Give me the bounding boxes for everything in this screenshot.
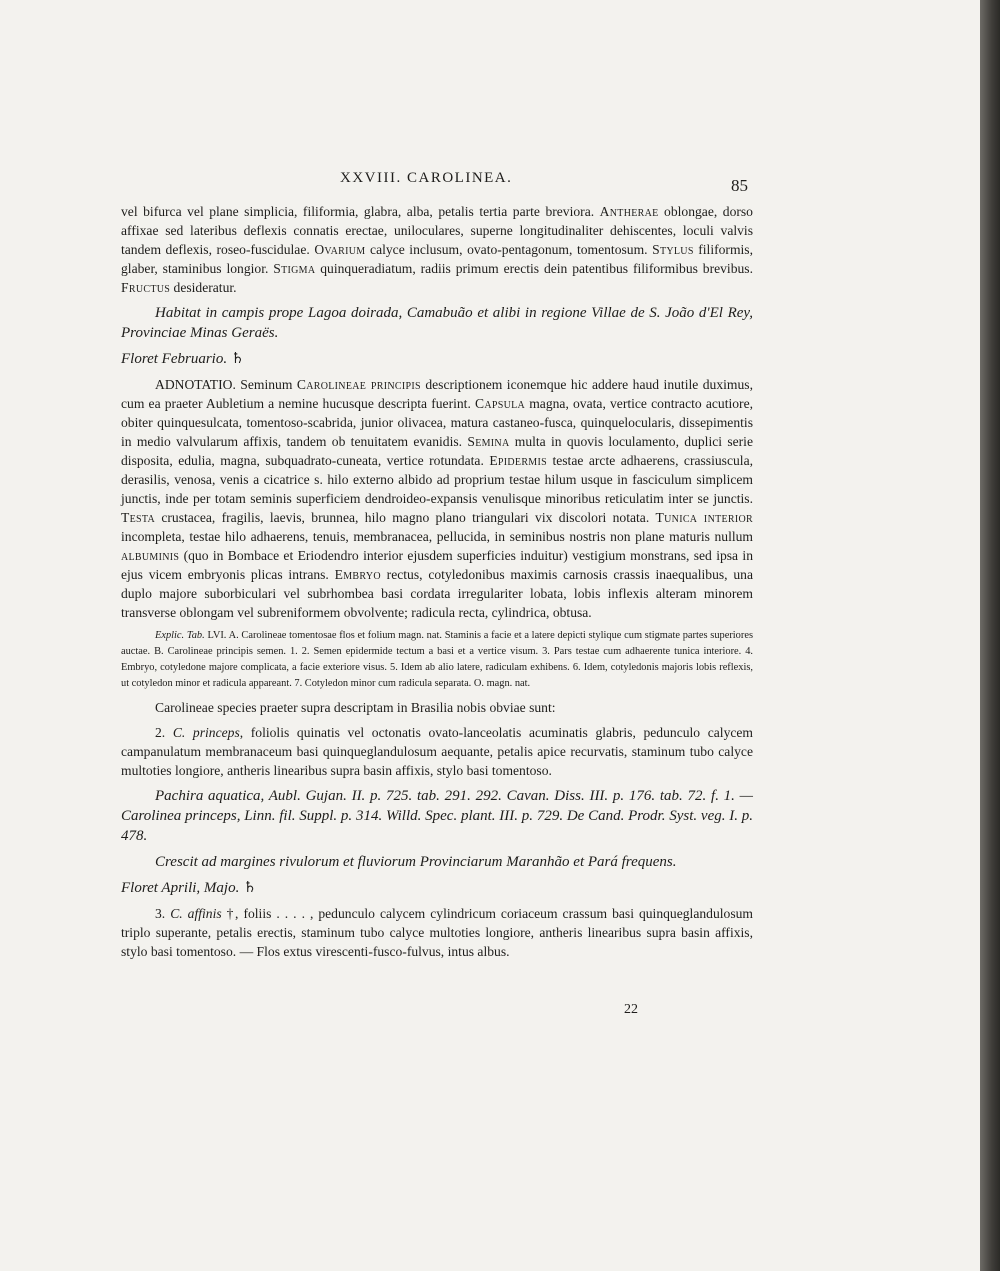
- running-title: XXVIII. CAROLINEA.: [340, 170, 513, 186]
- page-number: 85: [731, 176, 748, 195]
- term-ovarium: Ovarium: [314, 242, 366, 257]
- species-name: C. affinis: [170, 906, 222, 921]
- term-antherae: Antherae: [599, 204, 659, 219]
- term-fructus: Fructus: [121, 280, 171, 295]
- adnotatio-paragraph: ADNOTATIO. Seminum Carolineae principis descriptionem iconemque hic addere haud inutile duximus, cum ea praeter Aubletium a nemine hucusque descripta fuerint. Capsula magna, ovata, vertice contracto acutiore, obiter quinquesulcata, tomentoso-scabrida, junior olivacea, matura castaneo-fusca, quinquelocularis, dissepimentis in medio valvularum affixis, tandem ob tenuitatem evanidis. Semina multa in quovis loculamento, duplici serie disposita, edulia, magna, subquadrato-cuneata, vertice rotundata. Epidermis testae arcte adhaerens, crassiuscula, derasilis, venosa, venis a cicatrice s. hilo externo albido ad proprium testae hilum usque in fasciculum simplicem junctis, inde per totam seminis superficiem dendroideo-expansis venulisque minoribus reticulatim inter se junctis. Testa crustacea, fragilis, laevis, brunnea, hilo magno plano triangulari vix discolori notata. Tunica interior incompleta, testae hilo adhaerens, tenuis, membranacea, pellucida, in seminibus nostris non plane maturis nullum albuminis (quo in Bombace et Eriodendro interior ejusdem superficies induitur) vestigium monstrans, sed ipsa in ejus vicem embryonis plicas intrans. Embryo rectus, cotyledonibus maximis carnosis crassis inaequalibus, una duplo majore suborbiculari vel subrhombea basi cordata irregulariter lobata, lobis inflexis alteram minorem transverse oblongam vel subreniformem obvolvente; radicula recta, cylindrica, obtusa.: [121, 377, 754, 620]
- floret-text: Floret Februario. ♄: [121, 351, 245, 367]
- page-edge: [980, 0, 1000, 1271]
- paragraph-description: vel bifurca vel plane simplicia, filiformia, glabra, alba, petalis tertia parte breviora. Antherae oblongae, dorso affixae sed lateribus deflexis connatis erectae, uniloculares, superne longitudinaliter dehiscentes, loculi valvis tandem deflexis, roseo-fuscidulae. Ovarium calyce inclusum, ovato-pentagonum, tomentosum. Stylus filiformis, glaber, staminibus longior. Stigma quinqueradiatum, radiis primum erectis dein patentibus filiformibus brevibus. Fructus desideratur.: [121, 204, 753, 295]
- plate-explanation: Explic. Tab. LVI. A. Carolineae tomentosae flos et folium magn. nat. Staminis a facie et a latere depicti stylique cum stigmate partes superiores auctae. B. Carolineae principis semen. 1. 2. Semen epidermide tectum a basi et a vertice visum. 3. Pars testae cum adhaerente tunica interiore. 4. Embryo, cotyledone majore complicata, a facie exteriore visus. 5. Idem ab alio latere, radiculam exhibens. 6. Idem, cotyledonis majoris lobis reflexis, ut cotyledon minor et radicula appareant. 7. Cotyledon minor cum radicula separata. O. magn. nat.: [121, 630, 753, 689]
- habitat-text: Habitat in campis prope Lagoa doirada, Camabuão et alibi in regione Villae de S. João d'El Rey, Provinciae Minas Geraës.: [121, 305, 753, 341]
- habitat-text: Crescit ad margines rivulorum et fluviorum Provinciarum Maranhão et Pará frequens.: [155, 854, 677, 870]
- signature-mark: 22: [624, 1002, 638, 1017]
- term-stylus: Stylus: [652, 242, 694, 257]
- term-stigma: Stigma: [273, 261, 316, 276]
- species-intro: Carolineae species praeter supra descriptam in Brasilia nobis obviae sunt:: [155, 700, 556, 715]
- floret-text: Floret Aprili, Majo. ♄: [121, 880, 257, 896]
- species-2: 2. C. princeps, foliolis quinatis vel octonatis ovato-lanceolatis acuminatis glabris, pedunculo calycem campanulatum membranaceum basi quinqueglandulosum aequante, petalis apice recurvatis, staminum tubo calyce multoties longiore, antheris linearibus supra basin affixis, stylo basi tomentoso.: [121, 725, 754, 778]
- synonymy: Pachira aquatica, Aubl. Gujan. II. p. 725. tab. 291. 292. Cavan. Diss. III. p. 176. tab. 72. f. 1. — Carolinea princeps, Linn. fil. Suppl. p. 314. Willd. Spec. plant. III. p. 729. De Cand. Prodr. Syst. veg. I. p. 478.: [121, 788, 753, 844]
- species-3: 3. C. affinis †, foliis . . . . , pedunculo calycem cylindricum coriaceum crassum basi quinqueglandulosum triplo superante, petalis erectis, staminum tubo calyce multoties longiore, antheris linearibus supra basin affixis, stylo basi tomentoso. — Flos extus virescenti-fusco-fulvus, intus albus.: [121, 906, 753, 959]
- species-name: C. princeps: [172, 725, 240, 740]
- adnotatio-label: ADNOTATIO.: [155, 377, 236, 392]
- page-body: [121, 202, 753, 961]
